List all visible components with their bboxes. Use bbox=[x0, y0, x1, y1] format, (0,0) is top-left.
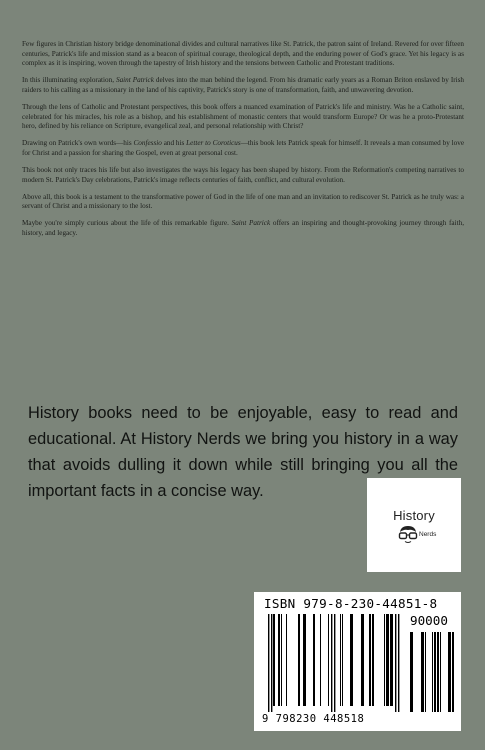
blurb-paragraph-7: Maybe you're simply curious about the life of this remarkable figure. Saint Patrick offers an inspiring and thought-provoking journey through faith, history, and legacy. bbox=[22, 219, 464, 237]
blurb-paragraph-4: Drawing on Patrick's own words—his Confessio and his Letter to Coroticus—this book lets Patrick speak for himself. It reveals a man consumed by love for Christ and a passion for sharing the Gospel, even at great personal cost. bbox=[22, 139, 465, 157]
barcode-bars bbox=[262, 614, 457, 714]
confessio-title: Confessio bbox=[133, 139, 162, 148]
isbn-number: ISBN 979-8-230-44851-8 bbox=[264, 596, 438, 611]
book-title-italic: Saint Patrick bbox=[115, 76, 154, 85]
barcode-digits: 9 798230 448518 bbox=[262, 713, 365, 725]
back-cover-description bbox=[22, 40, 464, 246]
publisher-promo-text: History books need to be enjoyable, easy to read and educational. At History Nerds we bring you history in a way that avoids dulling it down while still bringing you all the important facts in a concise way. bbox=[28, 404, 458, 500]
logo-nerds-word: Nerds bbox=[419, 531, 437, 538]
nerd-face-icon bbox=[397, 525, 419, 545]
blurb-paragraph-5: This book not only traces his life but also investigates the ways his legacy has been shaped by history. From the Reformation's competing narratives to modern St. Patrick's Day celebrations, Patrick's image reflects centuries of faith, conflict, and cultural evolution. bbox=[22, 165, 464, 184]
letter-title: Letter to Coroticus bbox=[186, 139, 241, 148]
blurb-paragraph-1: Few figures in Christian history bridge denominational divides and cultural narratives like St. Patrick, the patron saint of Ireland. Revered for over fifteen centuries, Patrick's life and mission stand as a beacon of spiritual courage, theological depth, and the enduring power of God's grace. Yet his legacy is as complex as it is inspiring, woven through the tapestry of Irish history and the tensions between Catholic and Protestant traditions. bbox=[22, 40, 464, 68]
blurb-paragraph-6: Above all, this book is a testament to the transformative power of God in the life of one man and an invitation to rediscover St. Patrick as he truly was: a servant of Christ and a missionary to the lost. bbox=[22, 192, 464, 211]
blurb-paragraph-2: In this illuminating exploration, Saint Patrick delves into the man behind the legend. From his dramatic early years as a Roman Briton enslaved by Irish raiders to his calling as a missionary in the land of his captivity, Patrick's story is one of transformation, faith, and unwavering devotion. bbox=[22, 76, 464, 94]
isbn-barcode bbox=[254, 592, 461, 731]
price-code: 90000 bbox=[410, 613, 448, 628]
publisher-logo bbox=[367, 478, 461, 572]
blurb-paragraph-3: Through the lens of Catholic and Protestant perspectives, this book offers a nuanced examination of Patrick's life and ministry. Was he a Catholic saint, celebrated for his miracles, his role as a bishop, and his establishment of monastic centers that would transform Europe? Or was he a proto-Protestant hero, defined by his reliance on Scripture, evangelical zeal, and personal relationship with Christ? bbox=[22, 102, 464, 131]
book-title-italic: Saint Patrick bbox=[231, 219, 271, 228]
logo-history-word: History bbox=[393, 508, 435, 523]
